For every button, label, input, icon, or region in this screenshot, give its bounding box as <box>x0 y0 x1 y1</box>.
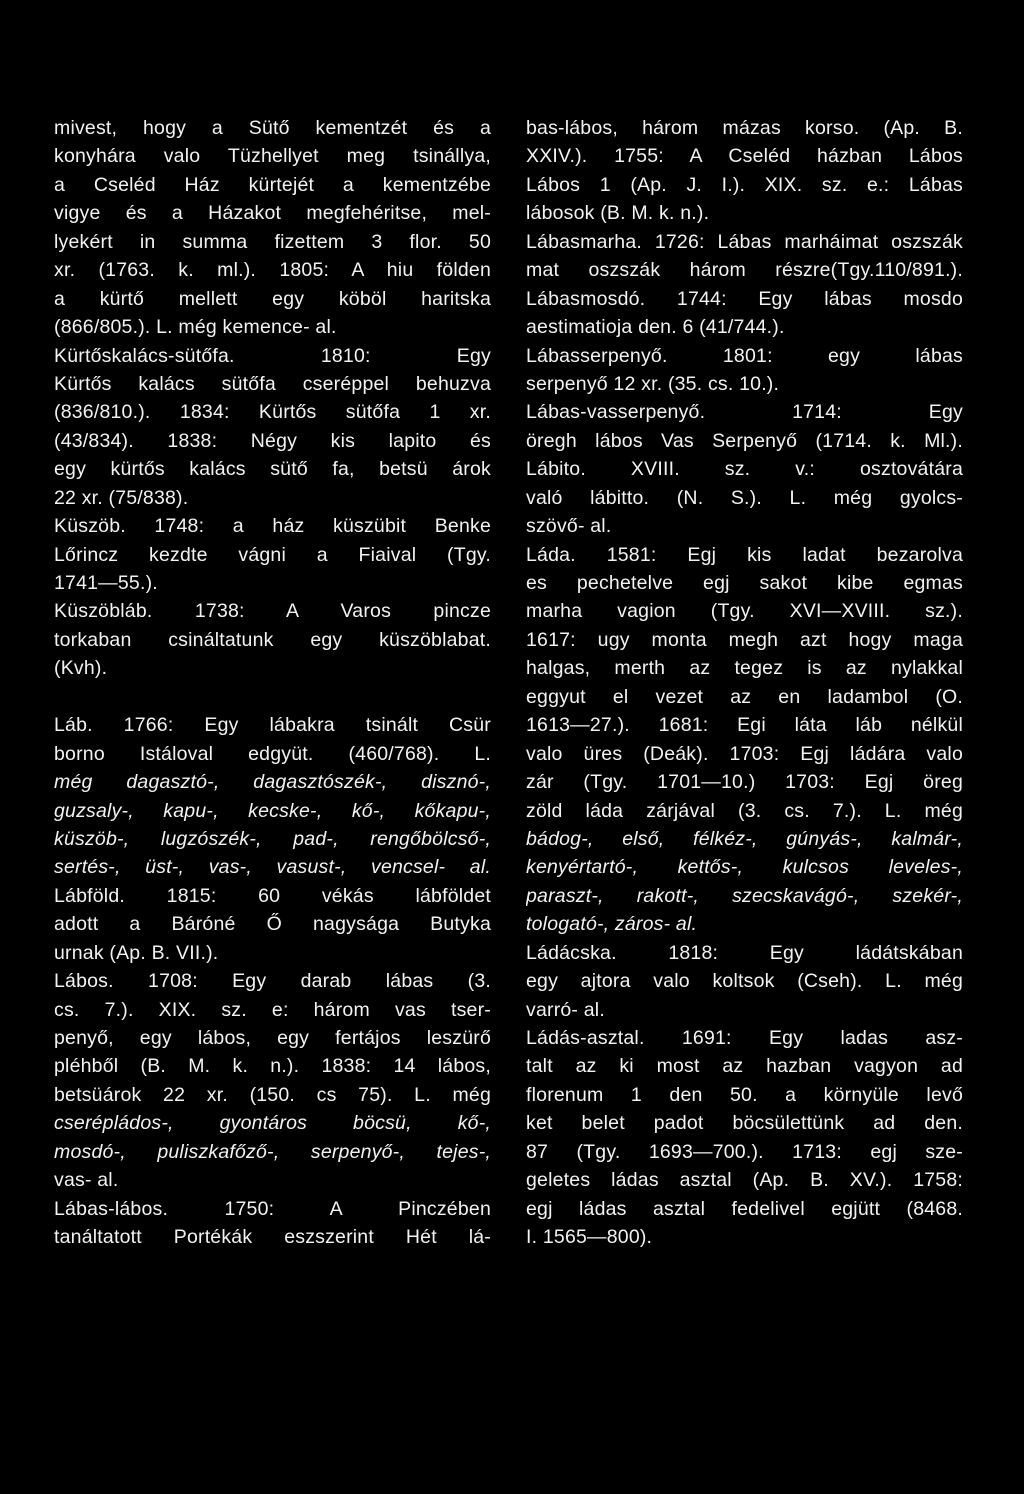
text-line: XXIV.). 1755: A Cseléd házban Lábos <box>526 145 963 168</box>
text-line: 1613—27.). 1681: Egi láta láb nélkül <box>526 714 963 737</box>
text-line: mivest, hogy a Sütő kementzét és a <box>54 117 491 139</box>
text-line: borno Istáloval edgyüt. (460/768). L. <box>54 742 491 765</box>
text-line: küszöb-, lugzószék-, pad-, rengőbölcső-, <box>54 827 491 850</box>
text-line: pléhből (B. M. k. n.). 1838: 14 lábos, <box>54 1055 491 1078</box>
entry-headword-line: Lábos. 1708: Egy darab lábas (3. <box>54 970 491 993</box>
text-line: eggyut el vezet az en ladambol (O. <box>526 685 963 708</box>
text-line: bas-lábos, három mázas korso. (Ap. B. <box>526 117 963 139</box>
text-line: adott a Báróné Ő nagysága Butyka <box>54 913 491 936</box>
text-line: a Cseléd Ház kürtejét a kementzébe <box>54 173 491 196</box>
text-line: kenyértartó-, kettős-, kulcsos leveles-, <box>526 856 963 879</box>
text-line: bádog-, első, félkéz-, gúnyás-, kalmár-, <box>526 827 963 850</box>
text-line: tanáltatott Portékák eszszerint Hét lá- <box>54 1226 491 1249</box>
entry-headword-line: Láb. 1766: Egy lábakra tsinált Csür <box>54 714 491 737</box>
text-line: paraszt-, rakott-, szecskavágó-, szekér-, <box>526 884 963 907</box>
text-line: sertés-, üst-, vas-, vasust-, vencsel- al. <box>54 856 491 879</box>
text-line: halgas, merth az tegez is az nylakkal <box>526 657 963 680</box>
left-column <box>54 114 491 1252</box>
entry-headword-line: Lábito. XVIII. sz. v.: osztovátára <box>526 458 963 481</box>
text-line: egj ládas asztal fedelivel egjütt (8468. <box>526 1197 963 1220</box>
text-line: való lábitto. (N. S.). L. még gyolcs- <box>526 486 963 509</box>
text-line: Kürtős kalács sütőfa cseréppel behuzva <box>54 372 491 395</box>
text-line: vas- al. <box>54 1169 119 1192</box>
text-line: valo üres (Deák). 1703: Egj ládára valo <box>526 742 963 765</box>
text-line: Lőrincz kezdte vágni a Fiaival (Tgy. <box>54 543 491 566</box>
text-line: penyő, egy lábos, egy fertájos leszürő <box>54 1027 491 1049</box>
text-line: zöld láda zárjával (3. cs. 7.). L. még <box>526 799 963 822</box>
text-line: mat oszszák három részre(Tgy.110/891.). <box>526 259 963 282</box>
text-line: egy kürtős kalács sütő fa, betsü árok <box>54 458 491 481</box>
text-line: vigye és a Házakot megfehéritse, mel- <box>54 202 491 225</box>
text-line: Lábos 1 (Ap. J. I.). XIX. sz. e.: Lábas <box>526 173 963 196</box>
text-line: öregh lábos Vas Serpenyő (1714. k. Ml.). <box>526 429 963 452</box>
text-line: lyekért in summa fizettem 3 flor. 50 <box>54 230 491 253</box>
blank-line <box>54 683 491 711</box>
text-line: varró- al. <box>526 998 605 1021</box>
entry-headword-line: Ládácska. 1818: Egy ládátskában <box>526 941 963 964</box>
entry-headword-line: Kürtőskalács-sütőfa. 1810: Egy <box>54 344 491 367</box>
text-line: es pechetelve egj sakot kibe egmas <box>526 572 963 594</box>
text-line: 87 (Tgy. 1693—700.). 1713: egj sze- <box>526 1140 963 1163</box>
text-line: egy ajtora valo koltsok (Cseh). L. még <box>526 970 963 993</box>
text-line: serpenyő 12 xr. (35. cs. 10.). <box>526 372 780 395</box>
text-line: torkaban csináltatunk egy küszöblabat. <box>54 628 491 651</box>
text-line: urnak (Ap. B. VII.). <box>54 941 219 964</box>
text-line: 1617: ugy monta megh azt hogy maga <box>526 628 963 651</box>
text-line: zár (Tgy. 1701—10.) 1703: Egj öreg <box>526 771 963 794</box>
entry-headword-line: Ládás-asztal. 1691: Egy ladas asz- <box>526 1027 963 1049</box>
text-line: (836/810.). 1834: Kürtős sütőfa 1 xr. <box>54 401 491 424</box>
text-line: 22 xr. (75/838). <box>54 486 189 509</box>
text-line: cserépládos-, gyontáros böcsü, kő-, <box>54 1112 491 1135</box>
text-line: mosdó-, puliszkafőző-, serpenyő-, tejes-, <box>54 1140 491 1163</box>
text-line: marha vagion (Tgy. XVI—XVIII. sz.). <box>526 600 963 623</box>
entry-headword-line: Láda. 1581: Egj kis ladat bezarolva <box>526 543 963 566</box>
text-line: florenum 1 den 50. a környüle levő <box>526 1083 963 1106</box>
text-line: cs. 7.). XIX. sz. e: három vas tser- <box>54 998 491 1021</box>
text-line: lábosok (B. M. k. n.). <box>526 202 710 225</box>
entry-headword-line: Lábasmarha. 1726: Lábas marháimat oszszák <box>526 230 963 253</box>
text-line: geletes ládas asztal (Ap. B. XV.). 1758: <box>526 1169 963 1192</box>
text-line: 1741—55.). <box>54 572 158 594</box>
text-line: talt az ki most az hazban vagyon ad <box>526 1055 963 1078</box>
text-line: (43/834). 1838: Négy kis lapito és <box>54 429 491 452</box>
entry-headword-line: Küszöbláb. 1738: A Varos pincze <box>54 600 491 623</box>
entry-headword-line: Küszöb. 1748: a ház küszübit Benke <box>54 515 491 538</box>
text-line: betsüárok 22 xr. (150. cs 75). L. még <box>54 1083 491 1106</box>
text-line: ket belet padot böcsülettünk ad den. <box>526 1112 963 1135</box>
text-line: aestimatioja den. 6 (41/744.). <box>526 316 785 339</box>
text-line: (Kvh). <box>54 657 108 680</box>
text-line: I. 1565—800). <box>526 1226 653 1249</box>
text-line: (866/805.). L. még kemence- al. <box>54 316 337 339</box>
entry-headword-line: Lábasmosdó. 1744: Egy lábas mosdo <box>526 287 963 310</box>
text-line: guzsaly-, kapu-, kecske-, kő-, kőkapu-, <box>54 799 491 822</box>
text-line: még dagasztó-, dagasztószék-, disznó-, <box>54 771 491 794</box>
entry-headword-line: Lábas-lábos. 1750: A Pinczében <box>54 1197 491 1220</box>
text-line: szövő- al. <box>526 515 612 538</box>
text-line: xr. (1763. k. ml.). 1805: A hiu földen <box>54 259 491 282</box>
entry-headword-line: Lábasserpenyő. 1801: egy lábas <box>526 344 963 367</box>
right-column <box>526 114 963 1252</box>
text-line: konyhára valo Tüzhellyet meg tsinállya, <box>54 145 491 168</box>
text-line: a kürtő mellett egy köböl haritska <box>54 287 491 310</box>
entry-headword-line: Lábas-vasserpenyő. 1714: Egy <box>526 401 963 424</box>
text-line: tologató-, záros- al. <box>526 913 698 936</box>
entry-headword-line: Lábföld. 1815: 60 vékás lábföldet <box>54 884 491 907</box>
